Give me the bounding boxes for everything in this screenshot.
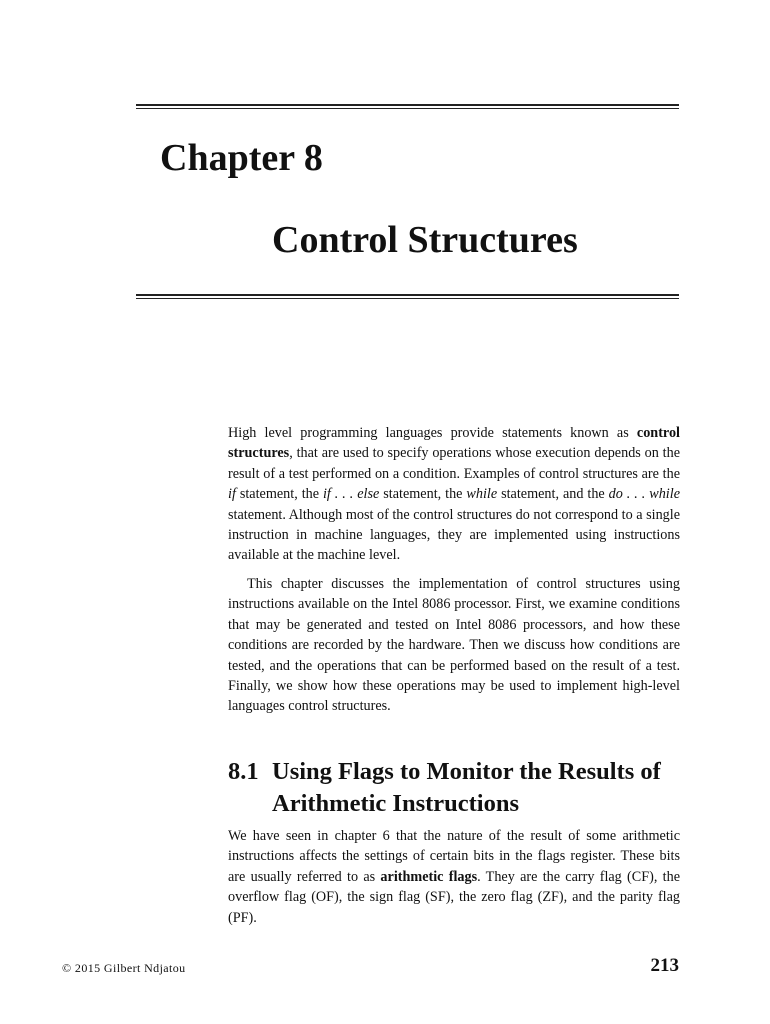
section-title: Using Flags to Monitor the Results of Arithmetic Instructions — [272, 758, 661, 817]
top-rule-thick — [136, 104, 679, 106]
keyword-while: while — [466, 486, 498, 503]
chapter-label: Chapter 8 — [160, 137, 323, 179]
text-span: High level programming languages provide statements known as — [228, 425, 637, 441]
text-span: , that are used to specify operations whose execution depends on the result of a test performed on a condition. Examples of control structures are the — [228, 445, 680, 482]
bottom-rule — [136, 294, 679, 299]
term-control-structures: control structures — [228, 425, 680, 462]
bottom-rule-thin — [136, 298, 679, 299]
intro-paragraph-2: This chapter discusses the implementation of control structures using instructions available on the Intel 8086 processor. First, we examine conditions that may be generated and tested on Intel 8086 processors, and how these conditions are recorded by the hardware. Then we discuss how conditions are tested, and the operations that can be performed based on the result of a test. Finally, we show how these operations may be used to implement high-level languages control structures. — [228, 576, 680, 715]
top-rule — [136, 104, 679, 109]
term-arithmetic-flags: arithmetic flags — [380, 868, 478, 885]
text-span: statement, the — [379, 486, 467, 503]
text-span: . They are the carry flag (CF), the overflow flag (OF), the sign flag (SF), the zero flag (ZF), and the parity flag (PF). — [228, 868, 681, 926]
keyword-if: if — [228, 486, 236, 503]
keyword-if-else: if . . . else — [322, 486, 380, 503]
keyword-do-while: do . . . while — [608, 486, 680, 503]
section-number: 8.1 — [228, 758, 259, 785]
top-rule-thin — [136, 108, 679, 109]
text-span: statement. Although most of the control structures do not correspond to a single instruction in machine languages, they are implemented using instructions available at the machine level. — [228, 506, 680, 564]
text-span: statement, and the — [497, 486, 609, 503]
section-heading — [228, 756, 688, 820]
text-span: We have seen in chapter 6 that the nature of the result of some arithmetic instructions affects the settings of certain bits in the flags register. These bits are usually referred to as — [228, 828, 680, 885]
chapter-title: Control Structures — [272, 219, 578, 261]
page-number: 213 — [650, 955, 679, 976]
footer-copyright: © 2015 Gilbert Ndjatou — [62, 961, 186, 975]
bottom-rule-thick — [136, 294, 679, 296]
text-span: statement, the — [235, 486, 323, 503]
intro-paragraph-1 — [228, 423, 680, 566]
section-paragraph-1 — [228, 826, 680, 928]
